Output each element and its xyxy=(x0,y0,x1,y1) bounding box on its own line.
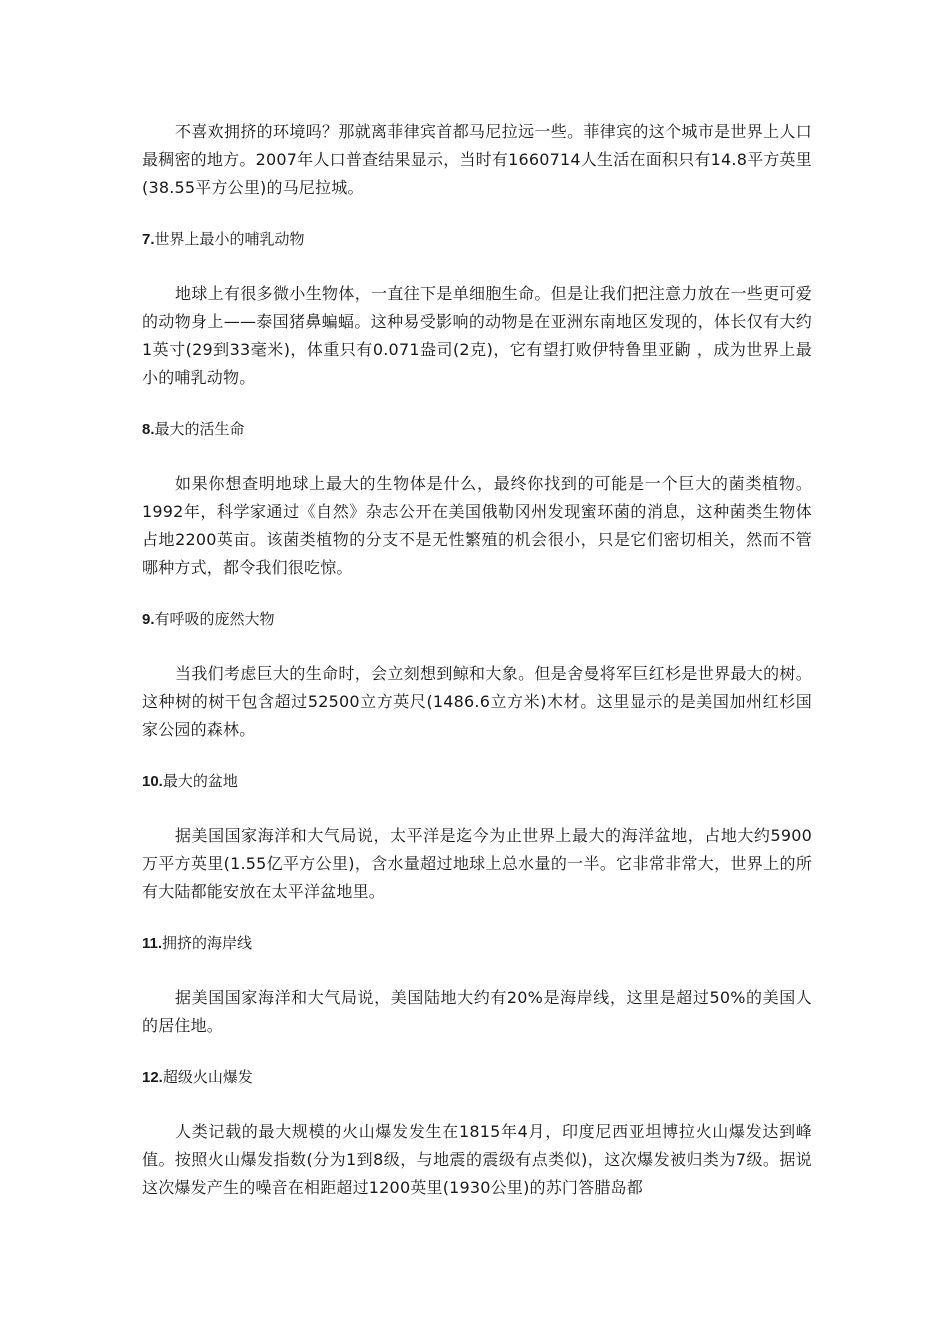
heading-title: 最大的盆地 xyxy=(162,772,238,790)
heading-number: 9. xyxy=(142,611,155,628)
paragraph-smallest-mammal: 地球上有很多微小生物体，一直往下是单细胞生命。但是让我们把注意力放在一些更可爱的动物身上——泰国猪鼻蝙蝠。这种易受影响的动物是在亚洲东南地区发现的，体长仅有大约1英寸(29到33毫米)，体重只有0.071盎司(2克)，它有望打败伊特鲁里亚鼩 ，成为世界上最小的哺乳动物。 xyxy=(142,284,812,387)
heading-largest-basin xyxy=(142,770,812,793)
heading-title: 有呼吸的庞然大物 xyxy=(154,610,275,628)
paragraph-breathing-giant: 当我们考虑巨大的生命时，会立刻想到鲸和大象。但是舍曼将军巨红杉是世界最大的树。这种树的树干包含超过52500立方英尺(1486.6立方米)木材。这里显示的是美国加州红杉国家公园的森林。 xyxy=(142,664,812,739)
heading-super-eruption xyxy=(142,1066,812,1089)
paragraph-manila: 不喜欢拥挤的环境吗？那就离菲律宾首都马尼拉远一些。菲律宾的这个城市是世界上人口最稠密的地方。2007年人口普查结果显示，当时有1660714人生活在面积只有14.8平方英里(38.55平方公里)的马尼拉城。 xyxy=(142,122,812,197)
heading-largest-organism xyxy=(142,418,812,441)
heading-title: 最大的活生命 xyxy=(154,420,245,438)
heading-title: 世界上最小的哺乳动物 xyxy=(154,230,305,248)
heading-title: 拥挤的海岸线 xyxy=(162,934,253,952)
document-page xyxy=(142,118,812,1202)
paragraph-crowded-coastline: 据美国国家海洋和大气局说，美国陆地大约有20%是海岸线，这里是超过50%的美国人的居住地。 xyxy=(142,988,812,1035)
paragraph-largest-basin: 据美国国家海洋和大气局说，太平洋是迄今为止世界上最大的海洋盆地，占地大约5900万平方英里(1.55亿平方公里)，含水量超过地球上总水量的一半。它非常非常大，世界上的所有大陆都能安放在太平洋盆地里。 xyxy=(142,826,812,901)
heading-crowded-coastline xyxy=(142,932,812,955)
paragraph-super-eruption: 人类记载的最大规模的火山爆发发生在1815年4月，印度尼西亚坦博拉火山爆发达到峰值。按照火山爆发指数(分为1到8级，与地震的震级有点类似)，这次爆发被归类为7级。据说这次爆发产生的噪音在相距超过1200英里(1930公里)的苏门答腊岛都 xyxy=(142,1122,812,1197)
heading-number: 8. xyxy=(142,421,155,438)
heading-title: 超级火山爆发 xyxy=(162,1068,253,1086)
heading-breathing-giant xyxy=(142,608,812,631)
heading-number: 11. xyxy=(142,935,163,952)
heading-smallest-mammal xyxy=(142,228,812,251)
heading-number: 7. xyxy=(142,231,155,248)
heading-number: 12. xyxy=(142,1069,163,1086)
heading-number: 10. xyxy=(142,773,163,790)
paragraph-largest-organism: 如果你想查明地球上最大的生物体是什么，最终你找到的可能是一个巨大的菌类植物。1992年，科学家通过《自然》杂志公开在美国俄勒冈州发现蜜环菌的消息，这种菌类生物体占地2200英亩。该菌类植物的分支不是无性繁殖的机会很小，只是它们密切相关，然而不管哪种方式，都令我们很吃惊。 xyxy=(142,474,812,577)
